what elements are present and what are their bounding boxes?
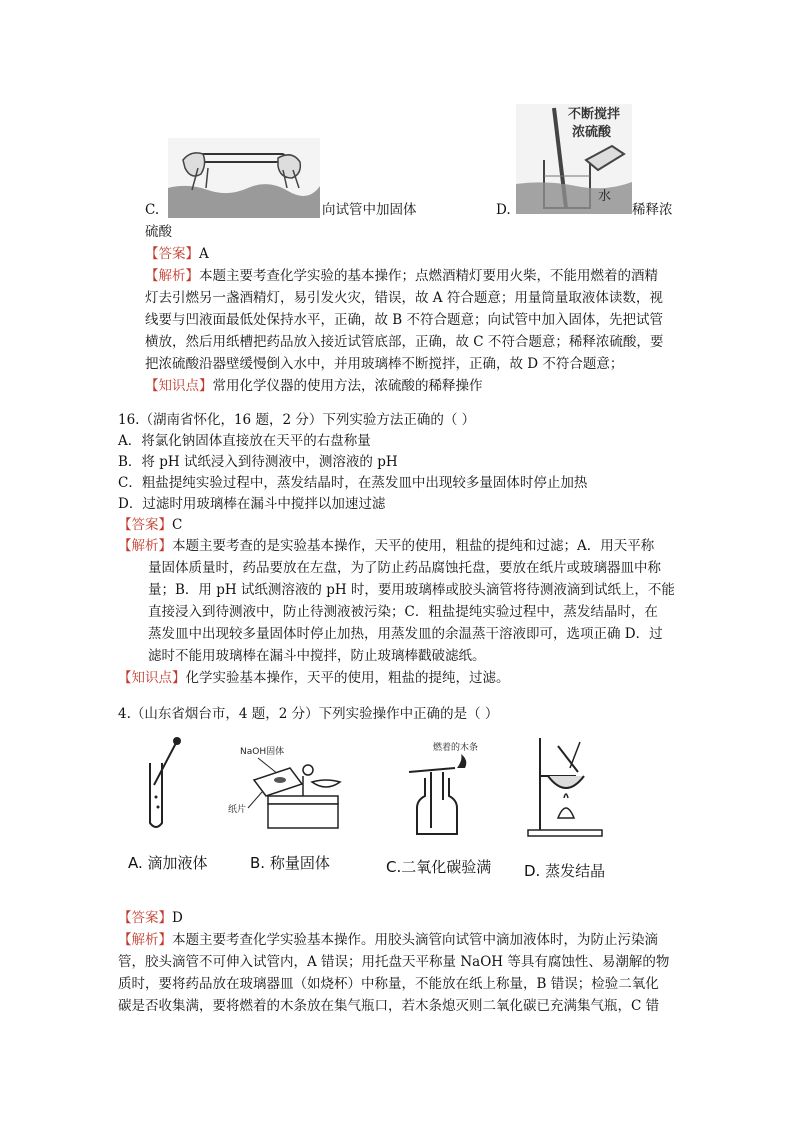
q16-option-a: A．将氯化钠固体直接放在天平的右盘称量 (118, 433, 371, 449)
q15-analysis-line-2: 灯去引燃另一盏酒精灯，易引发火灾，错误，故 A 符合题意；用量筒量取液体读数，视 (145, 290, 663, 306)
figure-d-label: D. 蒸发结晶 (524, 862, 606, 880)
q16-answer: 【答案】C (118, 517, 183, 533)
image-dilute-sulfuric-acid (516, 104, 632, 214)
q16-analysis-line-1: 【解析】本题主要考查的是实验基本操作，天平的使用，粗盐的提纯和过滤；A．用天平称 (118, 538, 655, 554)
q16-knowledge: 【知识点】化学实验基本操作，天平的使用，粗盐的提纯，过滤。 (118, 670, 510, 686)
q15-option-c-label: 向试管中加固体 (322, 202, 417, 218)
img-text-stir: 不断搅拌 (568, 107, 621, 122)
q16-analysis-line-3: 量；B．用 pH 试纸测溶液的 pH 时，要用玻璃棒或胶头滴管将待测液滴到试纸上，不能 (148, 582, 675, 598)
q4-answer: 【答案】D (118, 910, 183, 926)
figure-b-text-naoh: NaOH固体 (240, 747, 285, 757)
q15-option-d-label-2: 硫酸 (145, 224, 172, 240)
figure-d-evaporation (518, 738, 608, 838)
figure-c-label: C.二氧化碳验满 (386, 858, 492, 876)
q15-analysis-line-1: 【解析】本题主要考查化学实验的基本操作；点燃酒精灯要用火柴，不能用燃着的酒精 (145, 268, 658, 284)
q15-analysis-line-5: 把浓硫酸沿器壁缓慢倒入水中，并用玻璃棒不断搅拌，正确，故 D 不符合题意； (145, 356, 624, 372)
q16-analysis-line-4: 直接浸入到待测液中，防止待测液被污染；C．粗盐提纯实验过程中，蒸发结晶时，在 (148, 604, 658, 620)
img-text-water: 水 (598, 189, 612, 204)
q15-knowledge: 【知识点】常用化学仪器的使用方法，浓硫酸的稀释操作 (145, 378, 483, 394)
q4-analysis-line-2: 管，胶头滴管不可伸入试管内，A 错误；用托盘天平称量 NaOH 等具有腐蚀性、易潮解的物 (118, 954, 670, 970)
q16-option-d: D．过滤时用玻璃棒在漏斗中搅拌以加速过滤 (118, 496, 386, 512)
figure-a-dropper (140, 735, 190, 835)
figure-c-text-stick: 燃着的木条 (433, 743, 479, 753)
q15-analysis-line-3: 线要与凹液面最低处保持水平，正确，故 B 不符合题意；向试管中加入固体，先把试管 (145, 312, 664, 328)
q4-analysis-line-3: 质时，要将药品放在玻璃器皿（如烧杯）中称量，不能放在纸上称量，B 错误；检验二氧化 (118, 976, 659, 992)
figure-b-balance (228, 740, 348, 835)
figure-b-label: B. 称量固体 (250, 854, 330, 872)
q4-analysis-line-4: 碳是否收集满，要将燃着的木条放在集气瓶口，若木条熄灭则二氧化碳已充满集气瓶，C 错 (118, 998, 660, 1014)
q16-option-b: B．将 pH 试纸浸入到待测液中，测溶液的 pH (118, 454, 398, 470)
q4-analysis-line-1: 【解析】本题主要考查化学实验基本操作。用胶头滴管向试管中滴加液体时，为防止污染滴 (118, 932, 658, 948)
q15-answer: 【答案】A (145, 246, 209, 262)
q16-analysis-line-2: 量固体质量时，药品要放在左盘，为了防止药品腐蚀托盘，要放在纸片或玻璃器皿中称 (148, 560, 661, 576)
figure-c-co2-bottle (405, 738, 495, 838)
q15-option-d-letter: D. (496, 202, 511, 218)
figure-b-text-paper: 纸片 (228, 805, 247, 815)
img-text-acid: 浓硫酸 (572, 125, 612, 140)
figure-a-label: A. 滴加液体 (128, 854, 208, 872)
q16-analysis-line-5: 蒸发皿中出现较多量固体时停止加热，用蒸发皿的余温蒸干溶液即可，选项正确 D．过 (148, 626, 663, 642)
q4-stem: 4.（山东省烟台市，4 题，2 分）下列实验操作中正确的是（ ） (118, 706, 499, 722)
q15-option-c-letter: C. (145, 202, 160, 218)
q16-option-c: C．粗盐提纯实验过程中，蒸发结晶时，在蒸发皿中出现较多量固体时停止加热 (118, 475, 588, 491)
q15-analysis-line-4: 横放，然后用纸槽把药品放入接近试管底部，正确，故 C 不符合题意；稀释浓硫酸，要 (145, 334, 664, 350)
image-add-solid-to-tube (168, 138, 320, 218)
q16-analysis-line-6: 滤时不能用玻璃棒在漏斗中搅拌，防止玻璃棒戳破滤纸。 (148, 648, 486, 664)
q15-option-d-label-1: 稀释浓 (632, 202, 673, 218)
q16-stem: 16.（湖南省怀化，16 题，2 分）下列实验方法正确的（ ） (118, 412, 476, 428)
